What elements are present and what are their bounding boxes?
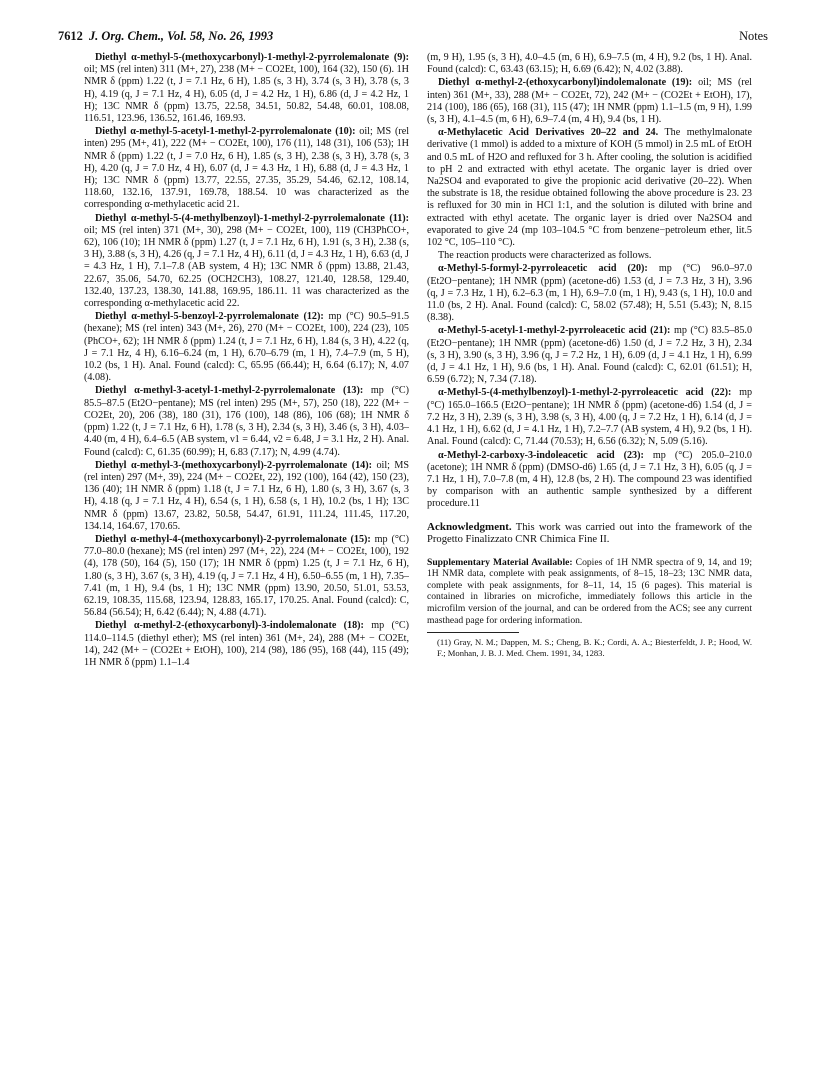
supplementary-title: Supplementary Material Available: bbox=[427, 556, 573, 568]
compound-name: α-Methyl-5-acetyl-1-methyl-2-pyrroleacetic acid (21): bbox=[438, 325, 671, 337]
compound-paragraph bbox=[84, 534, 409, 619]
compound-paragraph bbox=[84, 311, 409, 384]
compound-name: Diethyl α-methyl-5-(methoxycarbonyl)-1-methyl-2-pyrrolemalonate (9): bbox=[95, 52, 409, 63]
acknowledgment bbox=[427, 521, 752, 547]
compound-data: mp (°C) 90.5–91.5 (hexane); MS (rel inten) 343 (M+, 26), 270 (M+ − CO2Et, 100), 224 (23), 105 (PhCO+, 62); 1H NMR δ (ppm) 1.24 (t, J = 7.1 Hz, 6 H), 1.84 (s, 3 H), 4.22 (q, J = 7.1 Hz, 4 H), 6.16–6.24 (m, 1 H), 6.70–6.79 (m, 1 H), 7.4–7.9 (m, 5 H), 10.2 (bs, 1 H). Anal. Found (calcd): C, 65.95 (66.44); H, 6.64 (6.17); N, 4.07 (4.08). bbox=[84, 311, 410, 384]
compound-data: oil; MS (rel inten) 361 (M+, 33), 288 (M+ − CO2Et, 72), 242 (M+ − (CO2Et + EtOH), 17), 214 (100), 186 (65), 168 (31), 115 (47); 1H NMR (ppm) 1.1–1.5 (m, 9 H), 1.99 (s, 3 H), 4.1–4.5 (m, 6 H), 6.9–7.4 (m, 4 H), 9.4 (bs, 1 H). bbox=[427, 77, 752, 126]
compound-paragraph bbox=[84, 460, 409, 533]
compound-name: Diethyl α-methyl-5-(4-methylbenzoyl)-1-methyl-2-pyrrolemalonate (11): bbox=[95, 212, 409, 224]
compound-data: mp (°C) 165.0–166.5 (Et2O−pentane); 1H NMR δ (ppm) (acetone-d6) 1.54 (d, J = 7.2 Hz, 3 H), 2.39 (s, 3 H), 3.98 (s, 3 H), 4.00 (q, J = 7.2 Hz, 1 H), 6.14 (d, J = 4.1 Hz, 1 H), 6.62 (d, J = 4.1 Hz, 1 H), 7.2–7.7 (AB system, 4 H), 9.2 (bs, 1 H). Anal. Found (calcd): C, 71.44 (70.53); H, 6.56 (6.32); N, 5.09 (5.16). bbox=[427, 387, 753, 448]
reference-item: (11) Gray, N. M.; Dappen, M. S.; Cheng, B. K.; Cordi, A. A.; Biesterfeldt, J. P.; Hood, W. F.; Monhan, J. B. J. Med. Chem. 1991, 34, 1283. bbox=[437, 637, 752, 658]
journal-citation bbox=[58, 29, 273, 44]
compound-paragraph bbox=[427, 387, 752, 448]
compound-paragraph bbox=[84, 126, 409, 211]
compound-paragraph bbox=[84, 385, 409, 458]
procedure-paragraph bbox=[427, 127, 752, 249]
left-column bbox=[84, 52, 409, 670]
journal-name: J. Org. Chem., Vol. 58, No. 26, 1993 bbox=[88, 29, 274, 43]
continued-paragraph bbox=[427, 52, 752, 76]
compound-data: mp (°C) 83.5–85.0 (Et2O−pentane); 1H NMR (ppm) (acetone-d6) 1.50 (d, J = 7.2 Hz, 3 H), 2.34 (s, 3 H), 3.90 (s, 3 H), 3.96 (q, J = 7.2 Hz, 1 H), 6.09 (d, J = 4.1 Hz, 1 H), 6.99 (d, J = 4.1 Hz, 1 H), 9.6 (bs, 1 H). Anal. Found (calcd): C, 62.01 (61.51); H, 6.59 (6.72); N, 7.34 (7.18). bbox=[427, 325, 753, 386]
compound-paragraph bbox=[84, 52, 409, 125]
section-label: Notes bbox=[739, 29, 768, 43]
right-column bbox=[427, 52, 752, 659]
supplementary-material bbox=[427, 557, 752, 627]
compound-name: Diethyl α-methyl-3-acetyl-1-methyl-2-pyrrolemalonate (13): bbox=[95, 385, 364, 397]
compound-name: Diethyl α-methyl-5-acetyl-1-methyl-2-pyrrolemalonate (10): bbox=[95, 126, 356, 138]
running-header bbox=[58, 29, 768, 45]
compound-name: Diethyl α-methyl-4-(methoxycarbonyl)-2-pyrrolemalonate (15): bbox=[95, 533, 371, 545]
compound-name: Diethyl α-methyl-2-(ethoxycarbonyl)-3-indolemalonate (18): bbox=[95, 620, 364, 632]
acknowledgment-text: This work was carried out into the framework of the Progetto Finalizzato CNR Chimica Fine II. bbox=[427, 521, 752, 546]
paragraph-text: The reaction products were characterized as follows. bbox=[438, 250, 652, 262]
supplementary-text: Copies of 1H NMR spectra of 9, 14, and 19; 1H NMR data, complete with peak assignments, of 8–15, 18–23; 13C NMR data, complete with peak assignments, for 8–11, 14, 15 (6 pages). This material is contained in libraries on microfiche, immediately follows this article in the microfilm version of the journal, and can be ordered from the ACS; see any current masthead page for ordering information. bbox=[427, 556, 752, 626]
compound-data: (m, 9 H), 1.95 (s, 3 H), 4.0–4.5 (m, 6 H), 6.9–7.5 (m, 4 H), 9.2 (bs, 1 H). Anal. Found (calcd): C, 63.43 (63.15); H, 6.69 (6.42); N, 4.02 (3.88). bbox=[427, 52, 752, 76]
compound-name: α-Methyl-5-formyl-2-pyrroleacetic acid (20): bbox=[438, 263, 648, 275]
compound-paragraph bbox=[84, 620, 409, 669]
compound-paragraph bbox=[427, 325, 752, 386]
compound-data: mp (°C) 114.0–114.5 (diethyl ether); MS (rel inten) 361 (M+, 24), 288 (M+ − CO2Et, 14), 242 (M+ − (CO2Et + EtOH), 100), 214 (98), 186 (95), 168 (44), 115 (49); 1H NMR δ (ppm) 1.1–1.4 bbox=[84, 620, 410, 668]
plain-paragraph bbox=[427, 250, 752, 262]
compound-data: oil; MS (rel inten) 311 (M+, 27), 238 (M+ − CO2Et, 100), 164 (32), 150 (6). 1H NMR δ (ppm) 1.22 (t, J = 7.1 Hz, 6 H), 1.85 (s, 3 H), 3.74 (s, 3 H), 3.78 (s, 3 H), 4.19 (q, J = 7.1 Hz, 4 H), 6.05 (d, J = 4.2 Hz, 1 H), 6.86 (d, J = 4.2 Hz, 1 H); 13C NMR δ (ppm) 13.75, 22.58, 34.51, 50.82, 54.48, 60.01, 108.08, 116.51, 123.96, 136.52, 161.46, 169.93. bbox=[84, 64, 409, 125]
compound-data: mp (°C) 77.0–80.0 (hexane); MS (rel inten) 297 (M+, 22), 224 (M+ − CO2Et, 100), 192 (4), 178 (50), 164 (5), 150 (17); 1H NMR δ (ppm) 1.25 (t, J = 7.1 Hz, 6 H), 1.80 (s, 3 H), 3.67 (s, 3 H), 4.19 (q, J = 7.1 Hz, 4 H), 6.50–6.55 (m, 1 H), 7.35–7.41 (m, 1 H), 9.4 (bs, 1 H); 13C NMR (ppm) 13.90, 20.50, 51.01, 53.53, 62.19, 108.35, 115.68, 123.94, 128.83, 165.17, 170.25. Anal. Found (calcd): C, 56.84 (56.54); H, 6.42 (6.44); N, 4.88 (4.71). bbox=[84, 533, 410, 619]
procedure-heading: α-Methylacetic Acid Derivatives 20–22 and 24. bbox=[438, 127, 659, 139]
compound-name: Diethyl α-methyl-5-benzoyl-2-pyrrolemalonate (12): bbox=[95, 311, 324, 323]
compound-paragraph bbox=[427, 450, 752, 511]
compound-paragraph bbox=[427, 263, 752, 324]
compound-name: α-Methyl-5-(4-methylbenzoyl)-1-methyl-2-pyrroleacetic acid (22): bbox=[438, 387, 732, 399]
page-number: 7612 bbox=[58, 29, 83, 43]
compound-data: mp (°C) 96.0–97.0 (Et2O−pentane); 1H NMR (ppm) (acetone-d6) 1.53 (d, J = 7.3 Hz, 3 H), 3.96 (q, J = 7.3 Hz, 1 H), 6.2–6.3 (m, 1 H), 6.9–7.0 (m, 1 H), 9.43 (s, 1 H), 10.0 and 11.0 (bs, 2 H). Anal. Found (calcd): C, 58.02 (57.48); H, 5.51 (5.43); N, 8.15 (8.38). bbox=[427, 263, 753, 324]
compound-data: mp (°C) 85.5–87.5 (Et2O−pentane); MS (rel inten) 295 (M+, 57), 250 (18), 222 (M+ − CO2Et, 20), 206 (38), 180 (31), 176 (100), 148 (86), 106 (68); 1H NMR δ (ppm) 1.22 (t, J = 7.1 Hz, 6 H), 1.78 (s, 3 H), 2.34 (s, 3 H), 3.46 (s, 3 H), 4.03–4.40 (m, 4 H), 6.4–6.5 (AB system, ν1 = 6.44, ν2 = 6.48, J = 3.1 Hz, 2 H). Anal. Found (calcd): C, 61.35 (60.99); H, 6.83 (7.17); N, 4.99 (4.74). bbox=[84, 385, 409, 458]
acknowledgment-title: Acknowledgment. bbox=[427, 520, 512, 533]
compound-name: Diethyl α-methyl-2-(ethoxycarbonyl)indolemalonate (19): bbox=[438, 77, 693, 89]
compound-name: α-Methyl-2-carboxy-3-indoleacetic acid (23): bbox=[438, 449, 644, 461]
compound-paragraph bbox=[84, 213, 409, 311]
footnote-divider bbox=[427, 632, 519, 633]
compound-name: Diethyl α-methyl-3-(methoxycarbonyl)-2-pyrrolemalonate (14): bbox=[95, 459, 372, 471]
compound-data: oil; MS (rel inten) 371 (M+, 30), 298 (M+ − CO2Et, 100), 119 (CH3PhCO+, 62), 106 (10); 1H NMR δ (ppm) 1.27 (t, J = 7.1 Hz, 6 H), 1.91 (s, 3 H), 2.38 (s, 3 H), 3.88 (s, 3 H), 4.26 (q, J = 7.1 Hz, 4 H), 6.11 (d, J = 4.3 Hz, 1 H), 6.63 (d, J = 4.3 Hz, 1 H), 7.1–7.8 (AB system, 4 H); 13C NMR δ (ppm) 13.88, 21.43, 22.67, 35.06, 54.70, 62.25 (OCH2CH3), 108.27, 121.40, 128.58, 129.40, 132.40, 137.23, 138.30, 141.88, 169.95, 186.11. 11 was characterized as the corresponding α-methylacetic acid 22. bbox=[84, 224, 409, 310]
compound-data: oil; MS (rel inten) 295 (M+, 41), 222 (M+ − CO2Et, 100), 176 (11), 148 (31), 106 (53); 1H NMR δ (ppm) 1.22 (t, J = 7.0 Hz, 6 H), 1.85 (s, 3 H), 2.38 (s, 3 H), 3.78 (s, 3 H), 4.20 (q, J = 7.0 Hz, 4 H), 6.07 (d, J = 4.3 Hz, 1 H), 6.88 (d, J = 4.3 Hz, 1 H); 13C NMR δ (ppm) 13.77, 22.55, 27.35, 35.29, 54.46, 62.12, 108.14, 118.60, 132.16, 137.91, 169.78, 188.54. 10 was characterized as the corresponding α-methylacetic acid 21. bbox=[84, 126, 410, 211]
compound-data: mp (°C) 205.0–210.0 (acetone); 1H NMR δ (ppm) (DMSO-d6) 1.65 (d, J = 7.1 Hz, 3 H), 6.05 (q, J = 7.1 Hz, 1 H), 7.0–7.8 (m, 4 H), 12.8 (bs, 2 H). The compound 23 was identified by comparison with an authentic sample synthesized by a different procedure.11 bbox=[427, 449, 752, 510]
procedure-text: The methylmalonate derivative (1 mmol) is added to a mixture of KOH (5 mmol) in 2.5 mL of EtOH and 0.5 mL of H2O and refluxed for 3 h. After cooling, the solution is acidified to pH 2 and extracted with ethyl acetate. The organic layer is dried over Na2SO4 and evaporated to give the propionic acid derivative (20–22). When the substrate is 18, the residue obtained following the above procedure is 23. 23 is refluxed for 30 min in HCl 1:1, and the solution is diluted with brine and extracted with ethyl acetate. The organic layer is dried over Na2SO4 and evaporated to give 24 (mp 103–104.5 °C from benzene−petroleum ether, lit.5 102 °C, 105–110 °C). bbox=[427, 127, 752, 249]
compound-paragraph bbox=[427, 77, 752, 126]
compound-data: oil; MS (rel inten) 297 (M+, 39), 224 (M+ − CO2Et, 22), 192 (100), 164 (42), 150 (23), 136 (40); 1H NMR δ (ppm) 1.18 (t, J = 7.1 Hz, 6 H), 1.80 (s, 3 H), 3.67 (s, 3 H), 4.18 (q, J = 7.1 Hz, 4 H), 6.54 (s, 1 H), 6.58 (s, 1 H), 10.2 (bs, 1 H); 13C NMR δ (ppm) 13.67, 23.82, 50.58, 54.47, 61.91, 111.24, 111.45, 117.20, 134.14, 164.67, 170.65. bbox=[84, 459, 410, 532]
